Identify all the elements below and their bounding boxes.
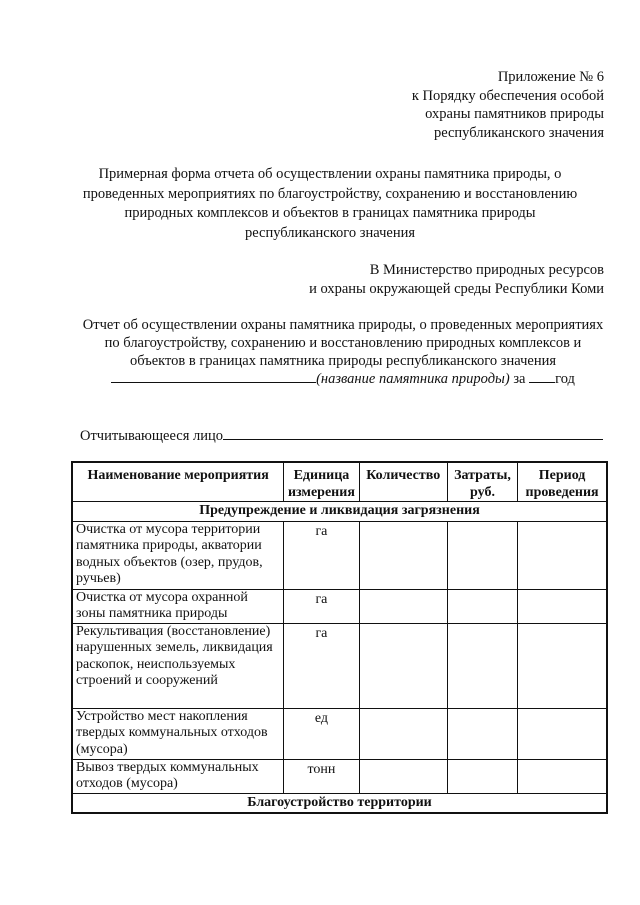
form-title-line: природных комплексов и объектов в границах памятника природы xyxy=(124,205,536,221)
header-cost: Затраты, руб. xyxy=(447,462,517,502)
appendix-line: к Порядку обеспечения особой xyxy=(411,87,604,104)
report-title-line: Отчет об осуществлении охраны памятника природы, о проведенных мероприятиях xyxy=(82,317,604,333)
section-title: Предупреждение и ликвидация загрязнения xyxy=(72,502,607,522)
table-row xyxy=(72,623,607,708)
activity-cell: Вывоз твердых коммунальных отходов (мусора) xyxy=(72,759,284,793)
period-cell[interactable] xyxy=(518,589,607,623)
report-title-line: объектов в границах памятника природы республиканского значения xyxy=(129,353,557,369)
cost-cell[interactable] xyxy=(447,623,517,708)
report-title xyxy=(60,316,626,388)
table-row xyxy=(72,708,607,759)
period-cell[interactable] xyxy=(518,521,607,589)
header-unit: Единица измерения xyxy=(284,462,359,502)
activity-cell: Очистка от мусора охранной зоны памятника природы xyxy=(72,589,284,623)
unit-cell: ед xyxy=(284,708,359,759)
year-prefix: за xyxy=(513,371,526,387)
appendix-header xyxy=(412,68,604,142)
monument-name-field[interactable] xyxy=(111,370,316,383)
unit-cell: тонн xyxy=(284,759,359,793)
header-quantity: Количество xyxy=(359,462,447,502)
form-title xyxy=(60,165,600,243)
form-title-line: проведенных мероприятиях по благоустройству, сохранению и восстановлению xyxy=(82,185,578,202)
report-name-line xyxy=(60,370,626,388)
report-title-line: по благоустройству, сохранению и восстановлению природных комплексов и xyxy=(104,335,582,351)
period-cell[interactable] xyxy=(518,759,607,793)
year-field[interactable] xyxy=(529,370,555,383)
section-title: Благоустройство территории xyxy=(72,793,607,813)
table-row xyxy=(72,759,607,793)
addressee-line: и охраны окружающей среды Республики Коми xyxy=(309,281,604,297)
table-row xyxy=(72,589,607,623)
header-period: Период проведения xyxy=(518,462,607,502)
cost-cell[interactable] xyxy=(447,521,517,589)
monument-name-hint: (название памятника природы) xyxy=(316,371,510,387)
appendix-line: охраны памятников природы xyxy=(425,106,604,122)
section-row xyxy=(72,502,607,522)
quantity-cell[interactable] xyxy=(359,759,447,793)
unit-cell: га xyxy=(284,623,359,708)
year-suffix: год xyxy=(555,371,575,387)
period-cell[interactable] xyxy=(518,708,607,759)
cost-cell[interactable] xyxy=(447,708,517,759)
activities-table-wrap xyxy=(71,461,608,814)
form-title-line: республиканского значения xyxy=(244,224,416,241)
appendix-line: Приложение № 6 xyxy=(497,69,604,85)
reporter-label: Отчитывающееся лицо xyxy=(80,428,223,444)
activity-cell: Устройство мест накопления твердых коммунальных отходов (мусора) xyxy=(72,708,284,759)
table-row xyxy=(72,521,607,589)
unit-cell: га xyxy=(284,521,359,589)
activity-cell: Очистка от мусора территории памятника природы, акватории водных объектов (озер, прудов, ручьев) xyxy=(72,521,284,589)
quantity-cell[interactable] xyxy=(359,521,447,589)
addressee-line: В Министерство природных ресурсов xyxy=(369,262,604,278)
quantity-cell[interactable] xyxy=(359,708,447,759)
appendix-line: республиканского значения xyxy=(433,124,604,141)
reporter-field[interactable] xyxy=(223,427,603,440)
activities-table xyxy=(71,461,608,814)
header-activity: Наименование мероприятия xyxy=(72,462,284,502)
activity-cell: Рекультивация (восстановление) нарушенных земель, ликвидация раскопок, неиспользуемых строений и сооружений xyxy=(72,623,284,708)
section-row xyxy=(72,793,607,813)
quantity-cell[interactable] xyxy=(359,589,447,623)
reporter-line xyxy=(80,427,603,445)
period-cell[interactable] xyxy=(518,623,607,708)
addressee xyxy=(309,261,604,299)
cost-cell[interactable] xyxy=(447,589,517,623)
quantity-cell[interactable] xyxy=(359,623,447,708)
cost-cell[interactable] xyxy=(447,759,517,793)
form-title-line: Примерная форма отчета об осуществлении охраны памятника природы, о xyxy=(98,166,562,182)
table-header-row xyxy=(72,462,607,502)
unit-cell: га xyxy=(284,589,359,623)
